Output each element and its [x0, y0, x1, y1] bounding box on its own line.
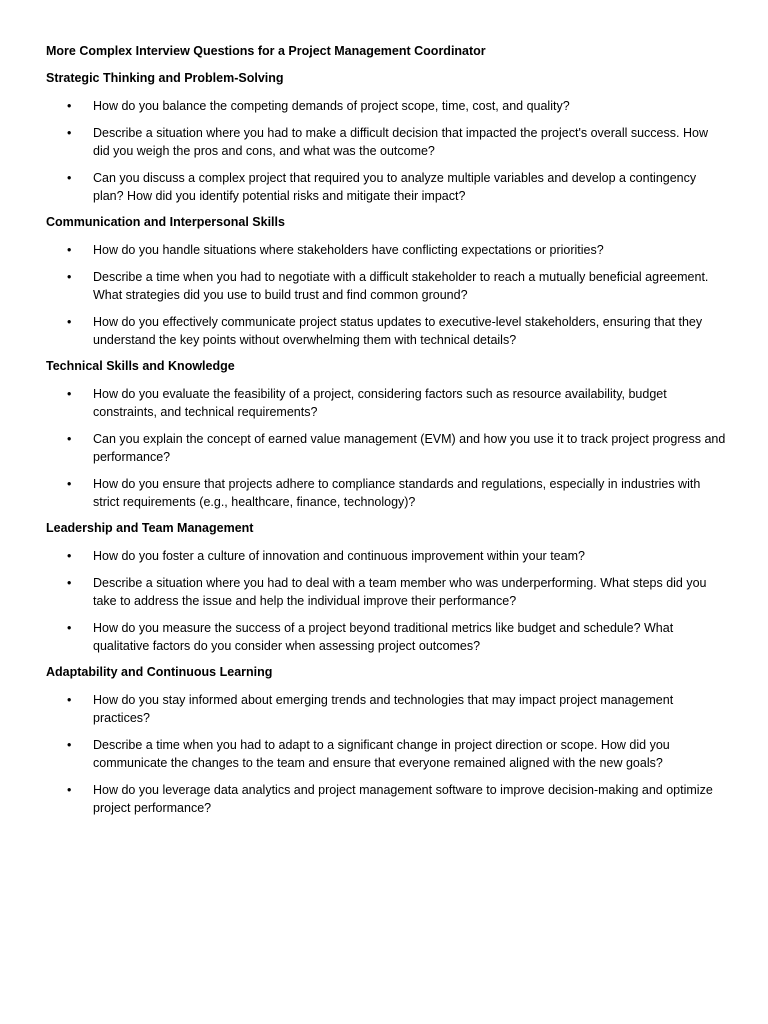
question-item	[46, 313, 728, 349]
section	[46, 664, 728, 817]
question-text: How do you ensure that projects adhere to compliance standards and regulations, especially in industries with strict requirements (e.g., healthcare, finance, technology)?	[93, 477, 701, 509]
section-heading: Leadership and Team Management	[46, 521, 254, 535]
question-item	[46, 781, 728, 817]
document-title: More Complex Interview Questions for a Project Management Coordinator	[46, 44, 486, 58]
question-text: Describe a time when you had to adapt to a significant change in project direction or scope. How did you communicate the changes to the team and ensure that everyone remained aligned with the new goals?	[93, 738, 670, 770]
question-text: How do you leverage data analytics and project management software to improve decision-making and optimize project performance?	[93, 783, 713, 815]
bullet-icon: •	[67, 99, 72, 113]
bullet-icon: •	[67, 783, 72, 797]
question-item	[46, 574, 728, 610]
section-heading: Technical Skills and Knowledge	[46, 359, 235, 373]
bullet-icon: •	[67, 126, 72, 140]
bullet-icon: •	[67, 693, 72, 707]
bullet-icon: •	[67, 243, 72, 257]
question-text: How do you balance the competing demands of project scope, time, cost, and quality?	[93, 99, 570, 113]
question-list	[46, 385, 728, 511]
bullet-icon: •	[67, 432, 72, 446]
question-item	[46, 619, 728, 655]
question-list	[46, 241, 728, 349]
bullet-icon: •	[67, 621, 72, 635]
bullet-icon: •	[67, 738, 72, 752]
question-text: How do you effectively communicate project status updates to executive-level stakeholders, ensuring that they understand the key points without overwhelming them with technical details?	[93, 315, 703, 347]
question-item	[46, 430, 728, 466]
bullet-icon: •	[67, 171, 72, 185]
bullet-icon: •	[67, 315, 72, 329]
question-item	[46, 241, 728, 259]
question-item	[46, 124, 728, 160]
question-item	[46, 547, 728, 565]
question-item	[46, 268, 728, 304]
question-list	[46, 691, 728, 817]
question-text: Can you explain the concept of earned value management (EVM) and how you use it to track project progress and performance?	[93, 432, 726, 464]
question-item	[46, 691, 728, 727]
question-item	[46, 169, 728, 205]
bullet-icon: •	[67, 549, 72, 563]
section-heading: Communication and Interpersonal Skills	[46, 215, 285, 229]
bullet-icon: •	[67, 270, 72, 284]
question-text: Describe a time when you had to negotiate with a difficult stakeholder to reach a mutually beneficial agreement. What strategies did you use to build trust and find common ground?	[93, 270, 709, 302]
question-text: How do you measure the success of a project beyond traditional metrics like budget and schedule? What qualitative factors do you consider when assessing project outcomes?	[93, 621, 674, 653]
section-heading: Strategic Thinking and Problem-Solving	[46, 71, 284, 85]
section	[46, 358, 728, 511]
question-text: How do you evaluate the feasibility of a project, considering factors such as resource availability, budget constraints, and technical requirements?	[93, 387, 667, 419]
question-text: Describe a situation where you had to deal with a team member who was underperforming. What steps did you take to address the issue and help the individual improve their performance?	[93, 576, 707, 608]
question-item	[46, 475, 728, 511]
bullet-icon: •	[67, 477, 72, 491]
question-text: Can you discuss a complex project that required you to analyze multiple variables and develop a contingency plan? How did you identify potential risks and mitigate their impact?	[93, 171, 697, 203]
bullet-icon: •	[67, 576, 72, 590]
sections-container	[46, 70, 728, 817]
section	[46, 70, 728, 205]
question-item	[46, 97, 728, 115]
bullet-icon: •	[67, 387, 72, 401]
question-list	[46, 547, 728, 655]
question-text: How do you foster a culture of innovation and continuous improvement within your team?	[93, 549, 585, 563]
question-text: Describe a situation where you had to make a difficult decision that impacted the project's overall success. How did you weigh the pros and cons, and what was the outcome?	[93, 126, 708, 158]
question-text: How do you handle situations where stakeholders have conflicting expectations or priorities?	[93, 243, 604, 257]
question-text: How do you stay informed about emerging trends and technologies that may impact project management practices?	[93, 693, 674, 725]
question-item	[46, 736, 728, 772]
question-list	[46, 97, 728, 205]
section	[46, 214, 728, 349]
section	[46, 520, 728, 655]
question-item	[46, 385, 728, 421]
section-heading: Adaptability and Continuous Learning	[46, 665, 273, 679]
